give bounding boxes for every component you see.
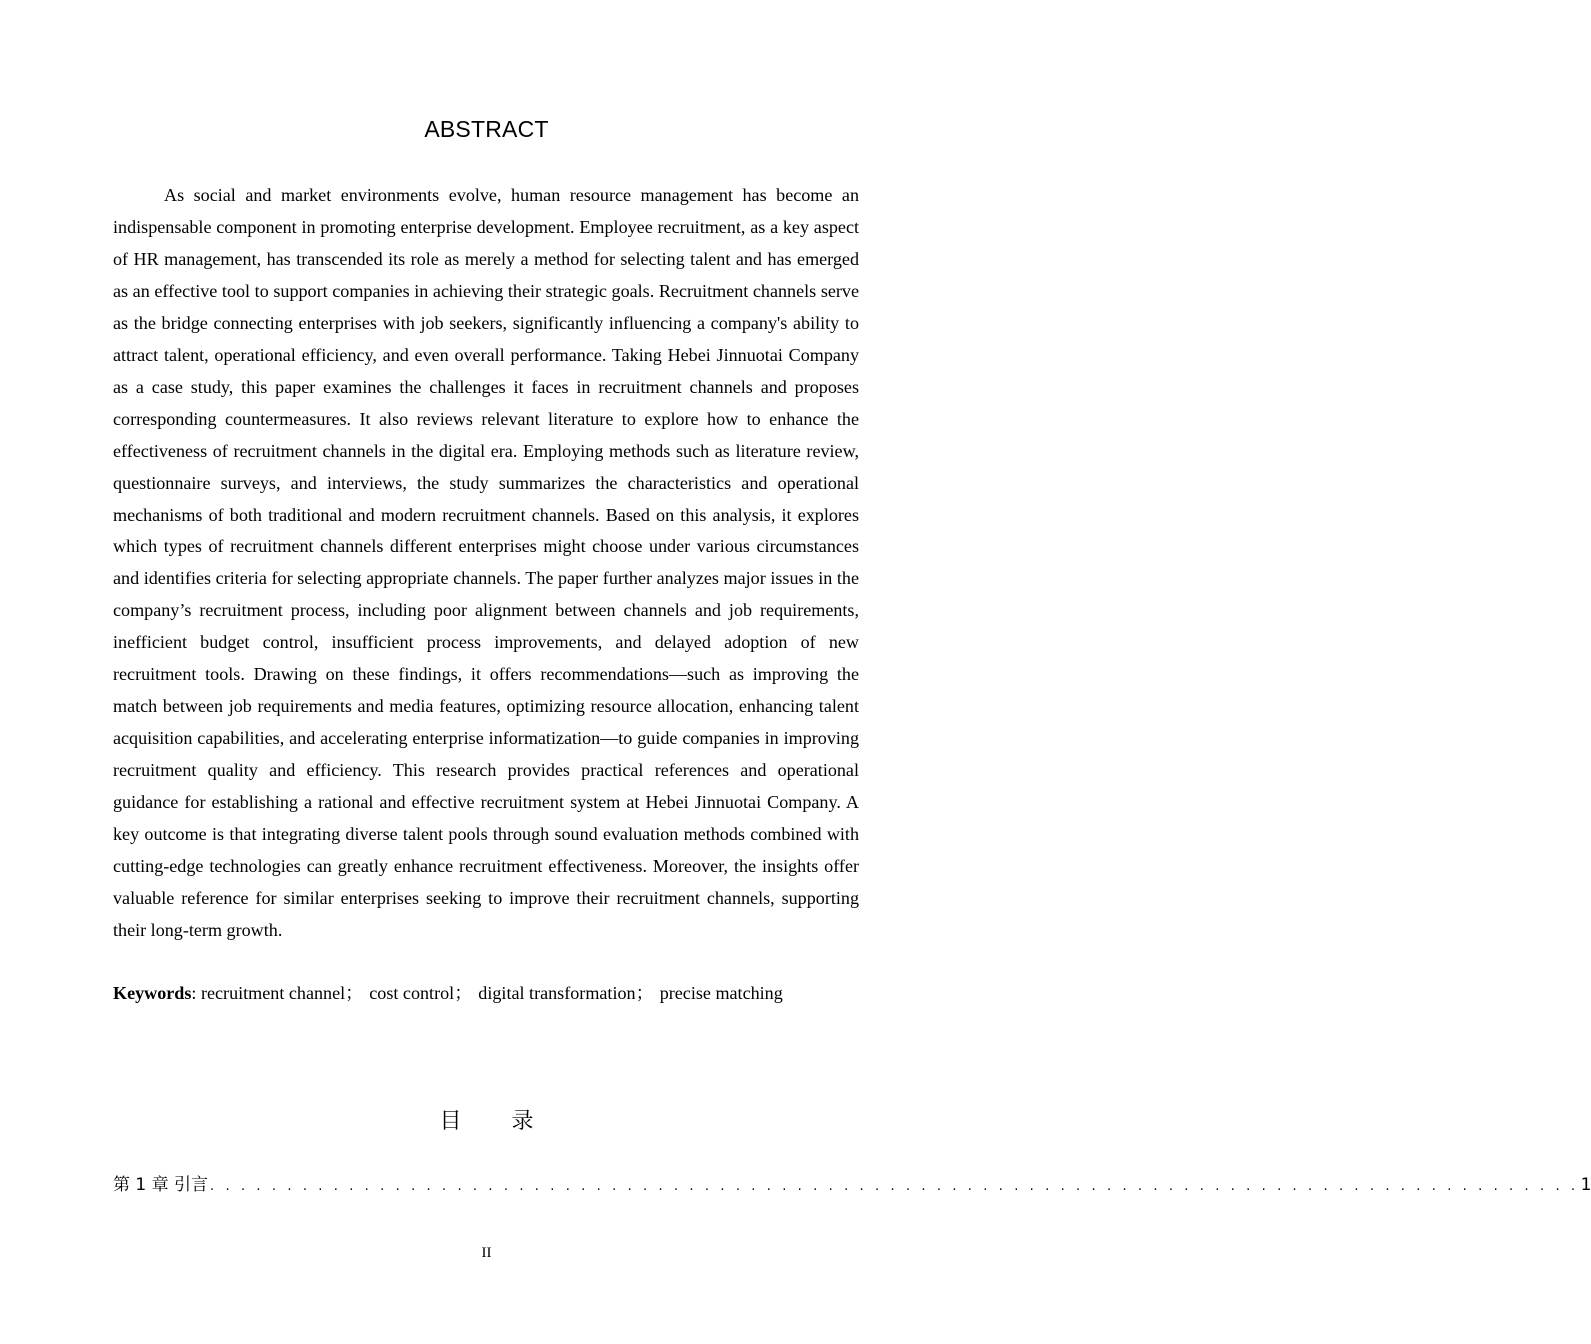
- toc-entry-page: 1: [1580, 1175, 1591, 1195]
- keyword-separator: ；: [454, 983, 473, 1003]
- keywords-line: [113, 978, 859, 1010]
- keywords-colon: :: [191, 983, 197, 1003]
- toc-entry[interactable]: [113, 1172, 1591, 1200]
- keywords-label: Keywords: [113, 983, 192, 1003]
- keyword-item: cost control: [369, 983, 455, 1003]
- keyword-separator: ；: [345, 983, 364, 1003]
- toc-entry-label: 第 1 章 引言: [113, 1175, 209, 1195]
- keyword-item: recruitment channel: [200, 983, 346, 1003]
- toc-title: 目录: [439, 1109, 584, 1134]
- abstract-title: ABSTRACT: [424, 116, 549, 142]
- page-number: II: [481, 1245, 492, 1261]
- keyword-separator: ；: [635, 983, 654, 1003]
- keyword-item: precise matching: [659, 983, 783, 1003]
- keyword-item: digital transformation: [478, 983, 636, 1003]
- toc-leader-dots: . . . . . . . . . . . . . . . . . . . . . . . . . . . . . . . . . . . . . . . . . . . . . . . . . . . . . . . . . . . . . . . . . . . . . . . . . . . . . . . . . . . . . . . . .: [210, 1179, 1579, 1194]
- abstract-body: As social and market environments evolve, human resource management has become an indispensable component in promoting enterprise development. Employee recruitment, as a key aspect of HR management, has transcended its role as merely a method for selecting talent and has emerged as an effective tool to support companies in achieving their strategic goals. Recruitment channels serve as the bridge connecting enterprises with job seekers, significantly influencing a company's ability to attract talent, operational efficiency, and even overall performance. Taking Hebei Jinnuotai Company as a case study, this paper examines the challenges it faces in recruitment channels and proposes corresponding countermeasures. It also reviews relevant literature to explore how to enhance the effectiveness of recruitment channels in the digital era. Employing methods such as literature review, questionnaire surveys, and interviews, the study summarizes the characteristics and operational mechanisms of both traditional and modern recruitment channels. Based on this analysis, it explores which types of recruitment channels different enterprises might choose under various circumstances and identifies criteria for selecting appropriate channels. The paper further analyzes major issues in the company’s recruitment process, including poor alignment between channels and job requirements, inefficient budget control, insufficient process improvements, and delayed adoption of new recruitment tools. Drawing on these findings, it offers recommendations—such as improving the match between job requirements and media features, optimizing resource allocation, enhancing talent acquisition capabilities, and accelerating enterprise informatization—to guide companies in improving recruitment quality and efficiency. This research provides practical references and operational guidance for establishing a rational and effective recruitment system at Hebei Jinnuotai Company. A key outcome is that integrating diverse talent pools through sound evaluation methods combined with cutting-edge technologies can greatly enhance recruitment effectiveness. Moreover, the insights offer valuable reference for similar enterprises seeking to improve their recruitment channels, supporting their long-term growth.: [113, 185, 859, 940]
